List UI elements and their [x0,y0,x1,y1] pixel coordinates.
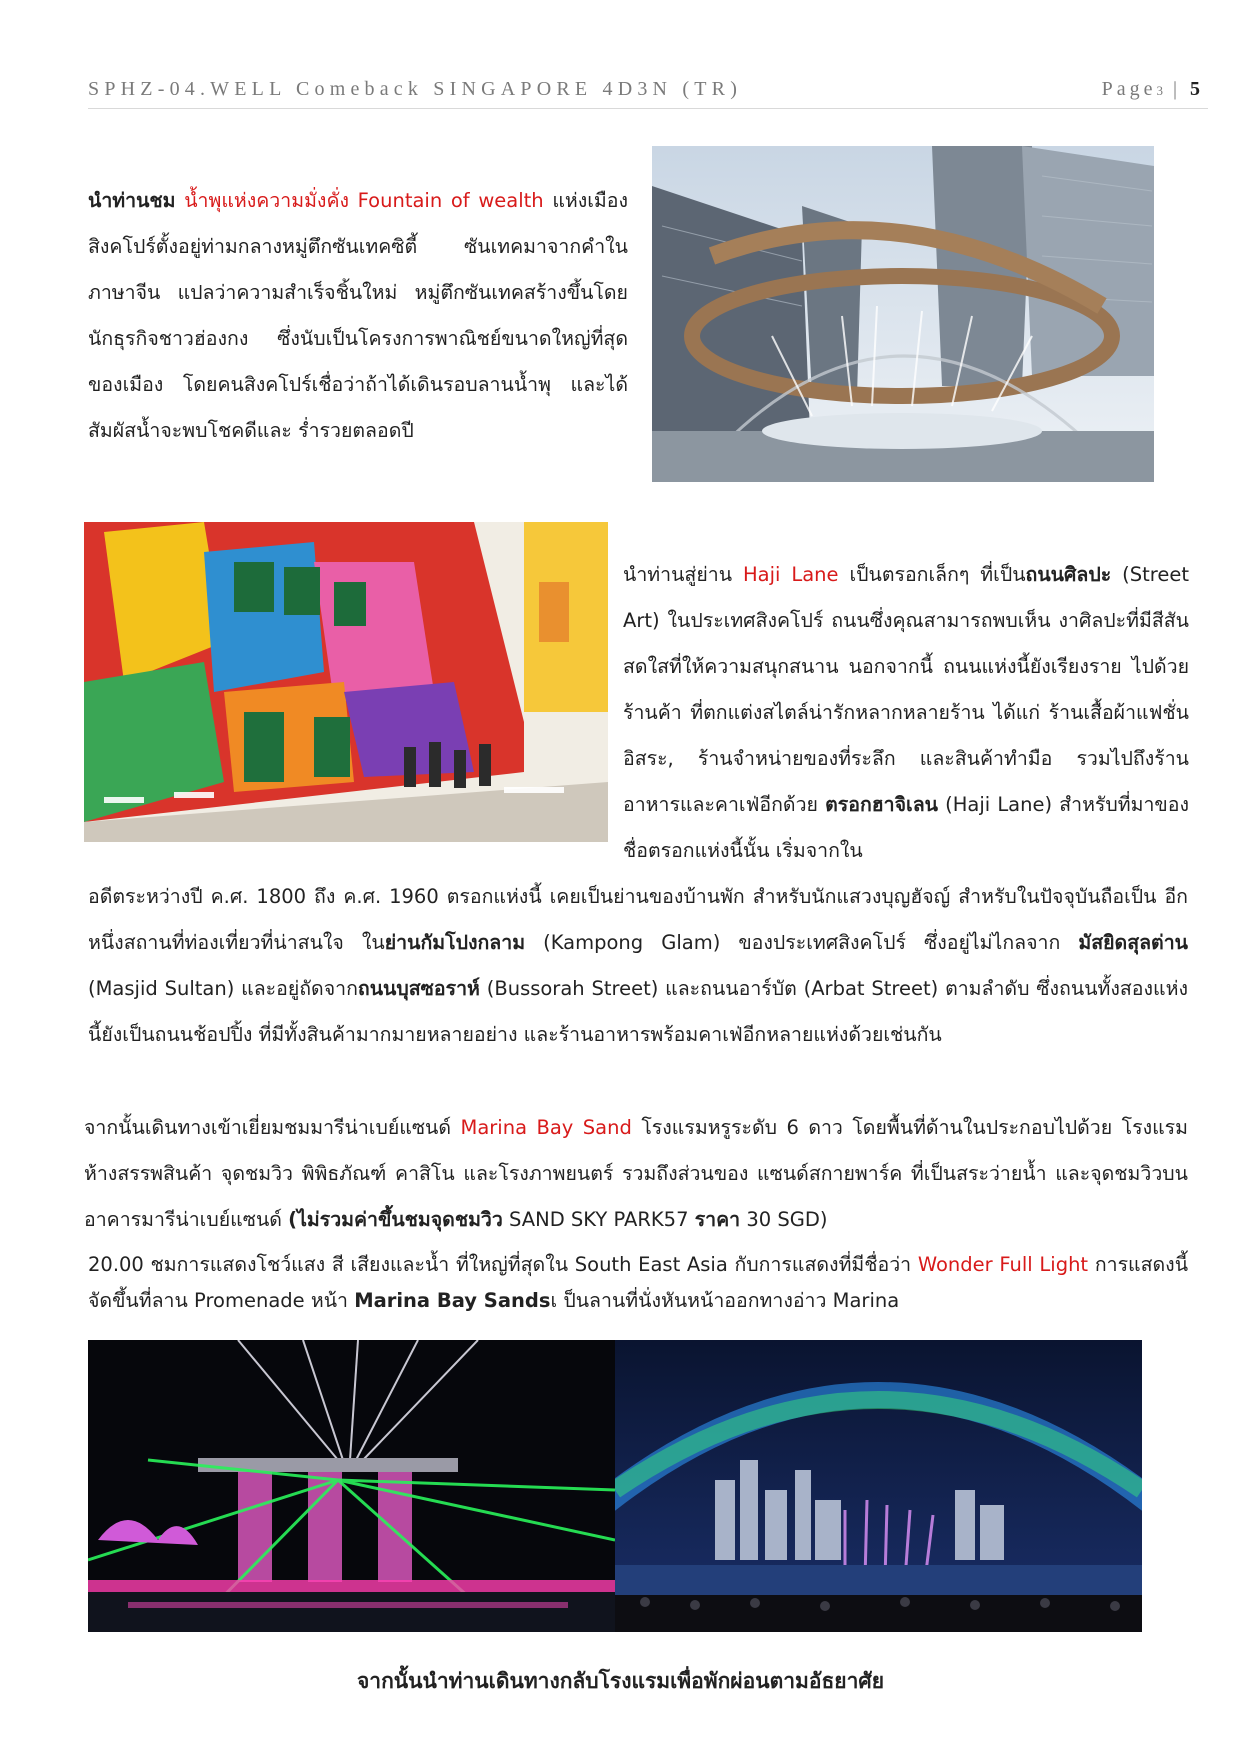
light-show-paragraph [88,1247,1188,1319]
fountain-text: แห่งเมืองสิงคโปร์ตั้งอยู่ท่ามกลางหมู่ตึกซันเทคซิตี้ ซันเทคมาจากคำในภาษาจีน แปลว่าความสำเร็จชิ้นใหม่ หมู่ตึกซันเทคสร้างขึ้นโดยนักธุรกิจชาวฮ่องกง ซึ่งนับเป็นโครงการพาณิชย์ขนาดใหญ่ที่สุดของเมือง โดยคนสิงคโปร์เชื่อว่าถ้าได้เดินรอบลานน้ำพุ และได้สัมผัสน้ำจะพบโชคดีและ ร่ำรวยตลอดปี [88,189,629,442]
haji-lane-paragraph [623,552,1189,874]
masjid-sultan-term: มัสยิดสุลต่าน [1078,931,1188,954]
skypark-note: (ไม่รวมค่าขึ้นชมจุดชมวิว [288,1208,503,1231]
fountain-of-wealth-photo [652,146,1154,482]
art-street-term: ถนนศิลปะ [1025,563,1112,586]
price-label: ราคา [694,1208,741,1231]
page-label: Page [1101,78,1157,100]
history-text-c: (Masjid Sultan) และอยู่ถัดจาก [88,977,358,1000]
fountain-paragraph [88,178,628,454]
haji-desc-b: (Street Art) ในประเทศสิงคโปร์ ถนนซึ่งคุณสามารถพบเห็น งาศิลปะที่มีสีสันสดใสที่ให้ความสนุกสนาน นอกจากนี้ ถนนแห่งนี้ยังเรียงราย ไปด้วยร้านค้า ที่ตกแต่งสไตล์น่ารักหลากหลายร้าน ได้แก่ ร้านเสื้อผ้าแฟชั่นอิสระ, ร้านจำหน่ายของที่ระลึก และสินค้าทำมือ รวมไปถึงร้านอาหารและคาเฟ่อีกด้วย [623,563,1189,816]
marina-bay-paragraph [84,1105,1188,1243]
haji-desc-c: (Haji Lane) สำหรับที่มาของชื่อตรอกแห่งนี้นั้น เริ่มจากใน [623,793,1189,862]
page-separator: | [1172,78,1181,100]
bussorah-street-term: ถนนบุสซอราห์ [357,977,480,1000]
page-small-number: 3 [1156,83,1164,98]
price-value: 30 SGD) [746,1208,828,1231]
show-text-b: การแสดงนี้ จัดขึ้นที่ลาน Promenade หน้า [88,1253,1189,1312]
show-text-c: เ ป็นลานที่นั่งหันหน้าออกทางอ่าว Marina [550,1289,900,1312]
marina-intro: จากนั้นเดินทางเข้าเยี่ยมชมมารีน่าเบย์แซนด์ [84,1116,452,1139]
haji-lane-history [88,874,1188,1058]
closing-line: จากนั้นนำท่านเดินทางกลับโรงแรมเพื่อพักผ่อนตามอัธยาศัย [357,1669,884,1693]
fountain-highlight: น้ำพุแห่งความมั่งคั่ง Fountain of wealth [184,189,544,212]
document-title: SPHZ-04.WELL Comeback SINGAPORE 4D3N (TR) [88,78,743,100]
fountain-lead: นำท่านชม [88,189,176,212]
page-number: 5 [1190,78,1204,100]
show-text-a: 20.00 ชมการแสดงโชว์แสง สี เสียงและน้ำ ที่ใหญ่ที่สุดใน South East Asia กับการแสดงที่มีชื่อว่า [88,1253,912,1276]
page-header [88,74,1208,109]
wonder-full-light-name: Wonder Full Light [917,1253,1089,1276]
haji-desc-a: เป็นตรอกเล็กๆ ที่เป็น [849,563,1026,586]
wonder-full-light-show-photo [615,1340,1142,1632]
marina-bay-sands-laser-photo [88,1340,615,1632]
marina-desc: โรงแรมหรูระดับ 6 ดาว โดยพื้นที่ด้านในประกอบไปด้วย โรงแรม ห้างสรรพสินค้า จุดชมวิว พิพิธภัณฑ์ คาสิโน และโรงภาพยนตร์ รวมถึงส่วนของ แซนด์สกายพาร์ค ที่เป็นสระว่ายน้ำ และจุดชมวิวบนอาคารมารีน่าเบย์แซนด์ [84,1116,1188,1231]
haji-lane-name: Haji Lane [742,563,839,586]
history-text-b: (Kampong Glam) ของประเทศสิงคโปร์ ซึ่งอยู่ไม่ไกลจาก [543,931,1061,954]
haji-lane-photo [84,522,608,842]
page-indicator [1102,78,1204,101]
haji-lane-thai-name: ตรอกฮาจิเลน [825,793,938,816]
kampong-glam-term: ย่านกัมโปงกลาม [384,931,526,954]
history-text-a: อดีตระหว่างปี ค.ศ. 1800 ถึง ค.ศ. 1960 ตรอกแห่งนี้ เคยเป็นย่านของบ้านพัก สำหรับนักแสวงบุญฮัจญ์ สำหรับในปัจจุบันถือเป็น อีกหนึ่งสถานที่ท่องเที่ยวที่น่าสนใจ ใน [88,885,1188,954]
marina-bay-sands-name: Marina Bay Sands [354,1289,551,1312]
skypark-name: SAND SKY PARK57 [509,1208,689,1231]
history-text-d: (Bussorah Street) และถนนอาร์บัต (Arbat Street) ตามลำดับ ซึ่งถนนทั้งสองแห่งนี้ยังเป็นถนนช้อปปิ้ง ที่มีทั้งสินค้ามากมายหลายอย่าง และร้านอาหารพร้อมคาเฟ่อีกหลายแห่งด้วยเช่นกัน [88,977,1188,1046]
haji-intro: นำท่านสู่ย่าน [623,563,733,586]
marina-bay-sand-name: Marina Bay Sand [460,1116,632,1139]
